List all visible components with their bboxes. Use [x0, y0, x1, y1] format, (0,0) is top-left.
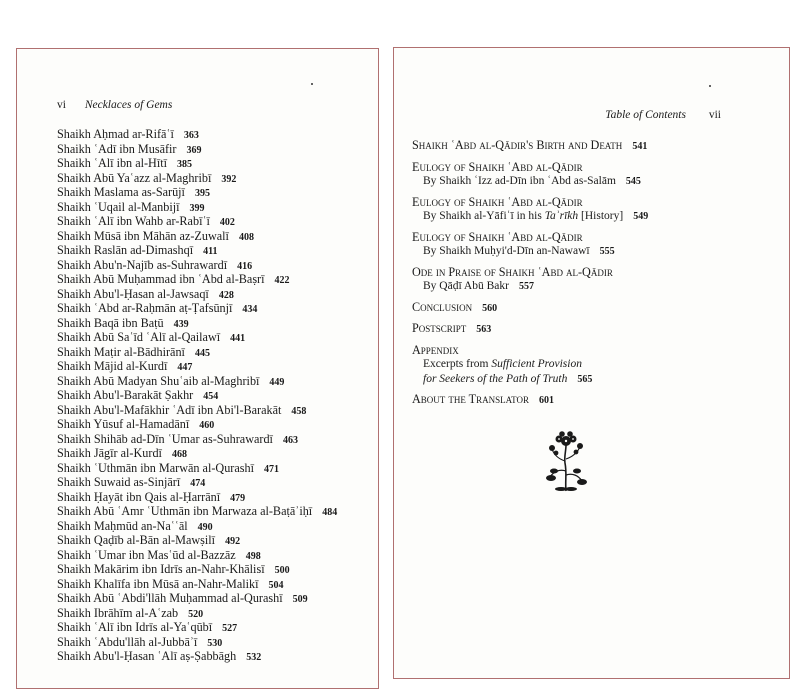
subentry-text: Excerpts from: [423, 358, 492, 370]
toc-entry: [57, 417, 337, 432]
subentry-line: [412, 174, 782, 190]
floral-ornament-icon: [544, 431, 588, 493]
entry-name: Shaikh Baqā ibn Baṭū: [57, 315, 164, 330]
entry-name: Shaikh Ibrāhīm al-Aʿzab: [57, 605, 179, 620]
entry-name: Shaikh ʿAlī ibn Idrīs al-Yaʿqūbī: [57, 620, 213, 634]
entry-page-number: 490: [197, 521, 213, 533]
toc-entry: [57, 214, 337, 229]
entry-page-number: 468: [171, 449, 187, 460]
entry-name: Shaikh Abu'l-Ḥasan ʿAlī aṣ-Ṣabbāgh: [57, 649, 237, 663]
entry-page-number: 428: [218, 289, 234, 301]
entry-page-number: 402: [219, 217, 235, 228]
entry-name: Shaikh Suwaid as-Sinjārī: [57, 475, 181, 489]
section-title: Eulogy of Shaikh ʿAbd al-Qādir: [412, 194, 583, 209]
toc-entry: [57, 635, 337, 650]
subentry-text-suffix: [History]: [578, 210, 624, 222]
toc-entry: [412, 230, 782, 260]
subentry-line: [412, 209, 782, 225]
toc-entry: [57, 504, 337, 519]
entry-page-number: 541: [632, 141, 648, 152]
toc-entry: [57, 548, 337, 563]
section-title-line: [412, 265, 782, 280]
entry-page-number: 408: [238, 231, 254, 243]
entry-page-number: 441: [230, 333, 246, 344]
subentry-text: By Shaikh ʿIzz ad-Dīn ibn ʿAbd as-Salām: [423, 175, 616, 187]
toc-entry: [57, 403, 337, 418]
entry-page-number: 411: [203, 246, 218, 257]
section-title: Ode in Praise of Shaikh ʿAbd al-Qādir: [412, 264, 613, 279]
section-title: Appendix: [412, 342, 459, 357]
toc-entry: [57, 359, 337, 374]
entry-page-number: 509: [292, 594, 308, 605]
entry-page-number: 532: [246, 652, 262, 663]
toc-entry: [57, 258, 337, 273]
entry-name: Shaikh Abū ʿAmr ʿUthmān ibn Marwaza al-Baṭāʾiḥī: [57, 504, 313, 518]
section-title: Conclusion: [412, 299, 473, 314]
toc-entry: [57, 229, 337, 244]
entry-page-number: 399: [189, 202, 205, 214]
subentry-line: [412, 372, 782, 388]
right-page: [393, 47, 790, 679]
subentry-italic-title: Sufficient Provision: [491, 358, 582, 370]
toc-entry: [57, 345, 337, 360]
toc-entry: [57, 200, 337, 215]
entry-page-number: 560: [482, 302, 498, 314]
entry-name: Shaikh Abū Muḥammad ibn ʿAbd al-Baṣrī: [57, 272, 265, 286]
subentry-text: By Shaikh al-Yāfiʿī in his: [423, 210, 545, 222]
subentry-line: [412, 357, 782, 372]
toc-entry: [412, 160, 782, 190]
entry-name: Shaikh Abu'n-Najīb as-Suhrawardī: [57, 257, 228, 272]
entry-page-number: 454: [203, 391, 219, 402]
section-title-line: [412, 230, 782, 245]
entry-page-number: 422: [274, 275, 290, 286]
toc-entry: [57, 461, 337, 476]
section-title-line: [412, 138, 782, 155]
entry-name: Shaikh Abū ʿAbdi'llāh Muḥammad al-Qurashī: [57, 591, 283, 605]
toc-entry: [57, 287, 337, 302]
entry-name: Shaikh Yūsuf al-Hamadānī: [57, 417, 190, 431]
entry-name: Shaikh Jāgīr al-Kurdī: [57, 446, 162, 460]
toc-entry: [57, 316, 337, 331]
entry-name: Shaikh ʿAlī ibn al-Hītī: [57, 156, 168, 170]
entry-page-number: 555: [599, 246, 615, 257]
entry-page-number: 395: [194, 188, 210, 199]
subentry-italic-title: Taʾrīkh: [544, 210, 579, 222]
entry-page-number: 445: [194, 347, 210, 359]
entry-name: Shaikh Shihāb ad-Dīn ʿUmar as-Suhrawardī: [57, 431, 273, 446]
toc-entry: [57, 649, 337, 664]
entry-page-number: 471: [264, 463, 279, 475]
entry-page-number: 447: [177, 362, 193, 373]
entry-name: Shaikh Abū Madyan Shuʿaib al-Maghribī: [57, 373, 260, 388]
toc-entry: [57, 533, 337, 548]
section-title: Postscript: [412, 321, 467, 335]
entry-page-number: 369: [186, 144, 202, 156]
page-number-left: vi: [57, 99, 66, 111]
section-title-line: [412, 392, 782, 409]
section-title-line: [412, 160, 782, 175]
toc-entry: [412, 321, 782, 338]
section-title: About the Translator: [412, 392, 529, 406]
entry-page-number: 557: [518, 281, 534, 292]
entry-page-number: 520: [188, 608, 204, 620]
toc-entry: [57, 490, 337, 505]
entry-page-number: 530: [207, 637, 223, 649]
entry-name: Shaikh ʿAdī ibn Musāfir: [57, 141, 177, 156]
entry-name: Shaikh Mājid al-Kurdī: [57, 359, 168, 373]
toc-entry: [57, 432, 337, 447]
entry-name: Shaikh Mūsā ibn Māhān az-Zuwalī: [57, 228, 229, 243]
section-title: Eulogy of Shaikh ʿAbd al-Qādir: [412, 229, 583, 244]
entry-page-number: 500: [274, 565, 290, 576]
subentry-text: By Qāḍī Abū Bakr: [423, 280, 509, 292]
entry-name: Shaikh ʿUmar ibn Masʿūd al-Bazzāz: [57, 547, 236, 562]
entry-name: Shaikh Raslān ad-Dimashqī: [57, 243, 194, 257]
entry-page-number: 498: [245, 550, 261, 562]
entry-page-number: 392: [221, 173, 237, 185]
toc-entry: [57, 591, 337, 606]
entry-page-number: 527: [222, 623, 238, 634]
entry-name: Shaikh Abu'l-Mafākhir ʿAdī ibn Abi'l-Barakāt: [57, 402, 282, 417]
entry-name: Shaikh ʿAlī ibn Wahb ar-Rabīʿī: [57, 214, 210, 228]
entry-name: Shaikh ʿUthmān ibn Marwān al-Qurashī: [57, 460, 254, 475]
toc-entry: [57, 446, 337, 461]
toc-entry: [57, 243, 337, 258]
toc-entry: [412, 265, 782, 295]
entry-page-number: 439: [173, 318, 189, 330]
subentry-line: [412, 279, 782, 295]
entry-page-number: 601: [538, 395, 554, 406]
entry-page-number: 460: [199, 420, 215, 431]
section-title: Shaikh ʿAbd al-Qādir's Birth and Death: [412, 138, 623, 152]
entry-page-number: 458: [291, 405, 307, 417]
entry-name: Shaikh Abu'l-Barakāt Ṣakhr: [57, 388, 194, 402]
toc-entry: [57, 330, 337, 345]
toc-entry: [57, 388, 337, 403]
toc-entry: [412, 195, 782, 225]
entry-name: Shaikh Abū Saʿīd ʿAlī al-Qailawī: [57, 330, 221, 344]
running-title-right: Table of Contents: [605, 109, 686, 121]
toc-entry: [57, 606, 337, 621]
page-number-right: vii: [708, 109, 721, 121]
entry-page-number: 385: [177, 159, 193, 170]
entry-name: Shaikh ʿUqail al-Manbijī: [57, 199, 180, 214]
subentry-text: By Shaikh Muḥyi'd-Dīn an-Nawawī: [423, 245, 590, 257]
entry-name: Shaikh Qaḍīb al-Bān al-Mawṣilī: [57, 533, 216, 547]
entry-page-number: 484: [322, 507, 338, 518]
entry-name: Shaikh ʿAbd ar-Raḥmān aṭ-Ṭafsūnjī: [57, 301, 233, 315]
subentry-italic-title: for Seekers of the Path of Truth: [423, 372, 568, 385]
entry-name: Shaikh Maslama as-Sarūjī: [57, 185, 185, 199]
toc-entry: [412, 343, 782, 388]
entry-page-number: 434: [242, 304, 258, 315]
entry-page-number: 479: [230, 492, 246, 504]
entry-name: Shaikh Maṭir al-Bādhirānī: [57, 344, 185, 359]
left-page: [16, 48, 379, 689]
entry-name: Shaikh Abu'l-Ḥasan al-Jawsaqī: [57, 286, 209, 301]
subentry-line: [412, 244, 782, 260]
print-speck: [709, 85, 711, 87]
toc-entry: [57, 171, 337, 186]
left-page-header: [57, 99, 172, 111]
toc-entry: [412, 138, 782, 155]
entry-page-number: 492: [225, 536, 241, 547]
toc-entry: [57, 577, 337, 592]
entry-page-number: 563: [476, 324, 492, 335]
entry-page-number: 545: [625, 176, 641, 187]
entry-page-number: 449: [269, 376, 285, 388]
entry-name: Shaikh Abū Yaʿazz al-Maghribī: [57, 170, 212, 185]
right-page-header: [605, 109, 721, 121]
entry-page-number: 416: [237, 260, 253, 272]
toc-entry: [412, 392, 782, 409]
toc-entry: [57, 127, 337, 142]
toc-entry: [57, 142, 337, 157]
toc-entry: [57, 519, 337, 534]
entry-name: Shaikh ʿAbdu'llāh al-Jubbāʾī: [57, 634, 198, 649]
entry-name: Shaikh Ḥayāt ibn Qais al-Ḥarrānī: [57, 489, 221, 504]
entry-page-number: 565: [577, 373, 593, 385]
toc-entry: [57, 562, 337, 577]
entry-name: Shaikh Khalīfa ibn Mūsā an-Nahr-Malikī: [57, 576, 259, 591]
entry-name: Shaikh Maḥmūd an-Naʿʿāl: [57, 518, 188, 533]
toc-entry: [57, 475, 337, 490]
toc-entry: [57, 185, 337, 200]
entry-page-number: 463: [282, 434, 298, 446]
section-title-line: [412, 321, 782, 338]
toc-entry: [57, 620, 337, 635]
entry-page-number: 474: [190, 478, 206, 489]
toc-entry: [57, 374, 337, 389]
entry-name: Shaikh Makārim ibn Idrīs an-Nahr-Khālisī: [57, 562, 265, 576]
contents-list-left: [57, 127, 337, 664]
section-title-line: [412, 195, 782, 210]
section-title-line: [412, 343, 782, 358]
print-speck: [311, 83, 313, 85]
toc-entry: [57, 301, 337, 316]
running-title-left: Necklaces of Gems: [84, 99, 173, 111]
entry-page-number: 363: [183, 130, 199, 141]
entry-page-number: 549: [633, 211, 649, 222]
contents-list-right: [412, 138, 782, 414]
toc-entry: [57, 272, 337, 287]
entry-name: Shaikh Aḥmad ar-Rifāʿī: [57, 127, 174, 141]
entry-page-number: 504: [268, 579, 284, 591]
toc-entry: [57, 156, 337, 171]
toc-entry: [412, 300, 782, 317]
section-title-line: [412, 300, 782, 317]
section-title: Eulogy of Shaikh ʿAbd al-Qādir: [412, 159, 583, 174]
